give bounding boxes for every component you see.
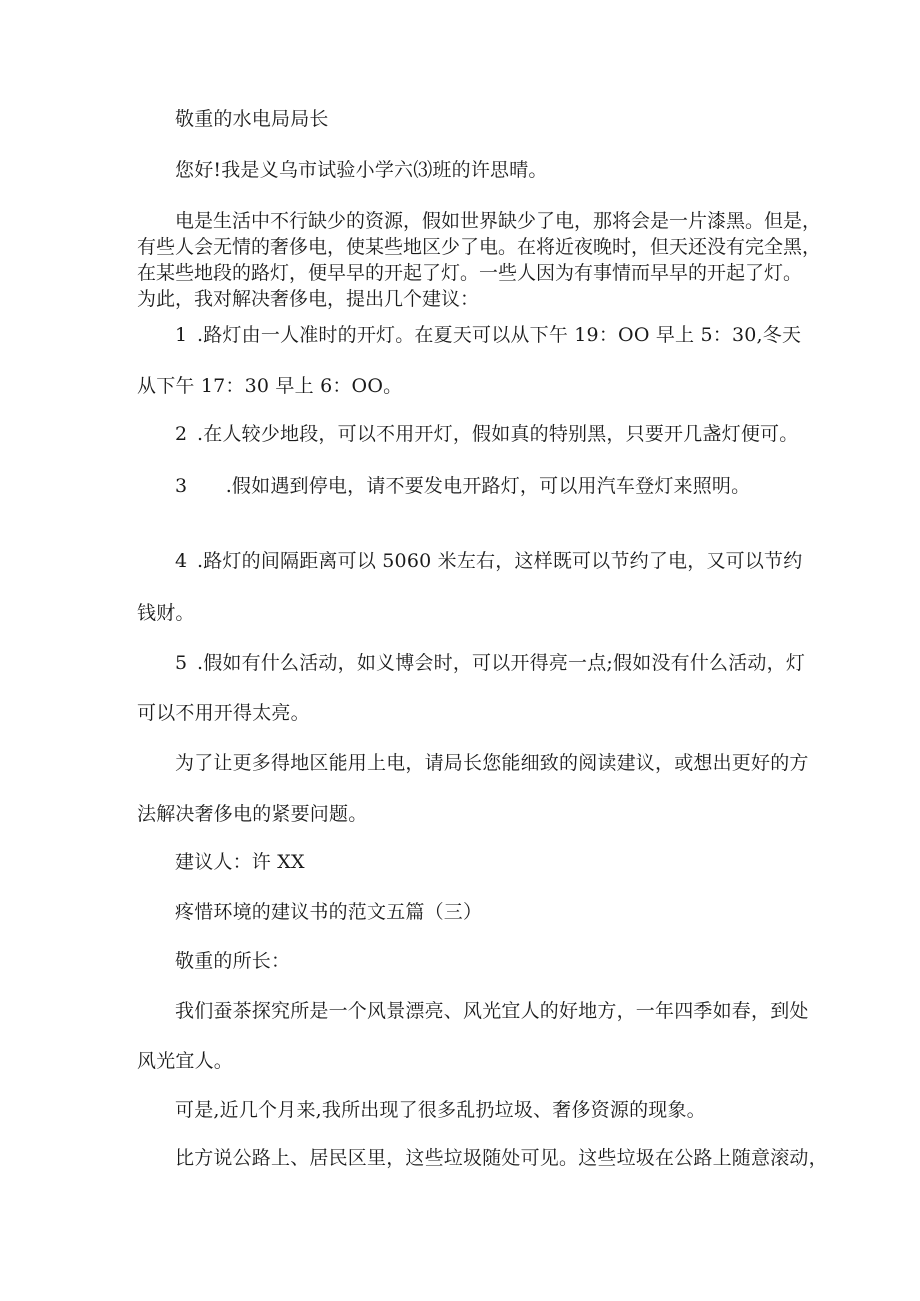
salutation-2: 敬重的所长： — [175, 950, 291, 972]
suggestion-1-cont: 从下午 17：30 早上 6：OO。 — [137, 375, 403, 397]
paragraph-line: 有些人会无情的奢侈电，使某些地区少了电。在将近夜晚时，但天还没有完全黑， — [137, 236, 822, 258]
closing-paragraph: 为了让更多得地区能用上电，请局长您能细致的阅读建议，或想出更好的方 — [175, 752, 809, 774]
suggestion-3: 3 .假如遇到停电，请不要发电开路灯，可以用汽车登灯来照明。 — [175, 475, 751, 497]
paragraph-line: 为此，我对解决奢侈电，提出几个建议： — [137, 288, 480, 310]
paragraph-line: 我们蚕茶探究所是一个风景漂亮、风光宜人的好地方，一年四季如春，到处 — [175, 1000, 809, 1022]
section-heading: 疼惜环境的建议书的范文五篇（三） — [175, 901, 483, 923]
suggestion-2: 2 .在人较少地段，可以不用开灯，假如真的特别黑，只要开几盏灯便可。 — [175, 423, 799, 445]
closing-paragraph-cont: 法解决奢侈电的紧要问题。 — [137, 803, 368, 825]
greeting: 您好!我是义乌市试验小学六⑶班的许思晴。 — [175, 159, 548, 181]
suggestion-5-cont: 可以不用开得太亮。 — [137, 702, 310, 724]
paragraph-line: 风光宜人。 — [137, 1050, 234, 1072]
suggestion-4: 4 .路灯的间隔距离可以 5060 米左右，这样既可以节约了电，又可以节约 — [175, 550, 803, 572]
salutation: 敬重的水电局局长 — [175, 108, 329, 130]
paragraph-line: 电是生活中不行缺少的资源，假如世界缺少了电，那将会是一片漆黑。但是， — [175, 210, 822, 232]
paragraph-line: 比方说公路上、居民区里，这些垃圾随处可见。这些垃圾在公路上随意滚动， — [175, 1147, 828, 1169]
suggestion-4-cont: 钱财。 — [137, 602, 195, 624]
signature-line: 建议人：许 XX — [175, 851, 305, 873]
suggestion-1: 1 .路灯由一人准时的开灯。在夏天可以从下午 19：OO 早上 5：30,冬天 — [175, 324, 802, 346]
paragraph-line: 在某些地段的路灯，便早早的开起了灯。一些人因为有事情而早早的开起了灯。 — [137, 262, 803, 284]
paragraph-line: 可是,近几个月来,我所出现了很多乱扔垃圾、奢侈资源的现象。 — [175, 1099, 706, 1121]
suggestion-5: 5 .假如有什么活动，如义博会时，可以开得亮一点;假如没有什么活动，灯 — [175, 652, 806, 674]
